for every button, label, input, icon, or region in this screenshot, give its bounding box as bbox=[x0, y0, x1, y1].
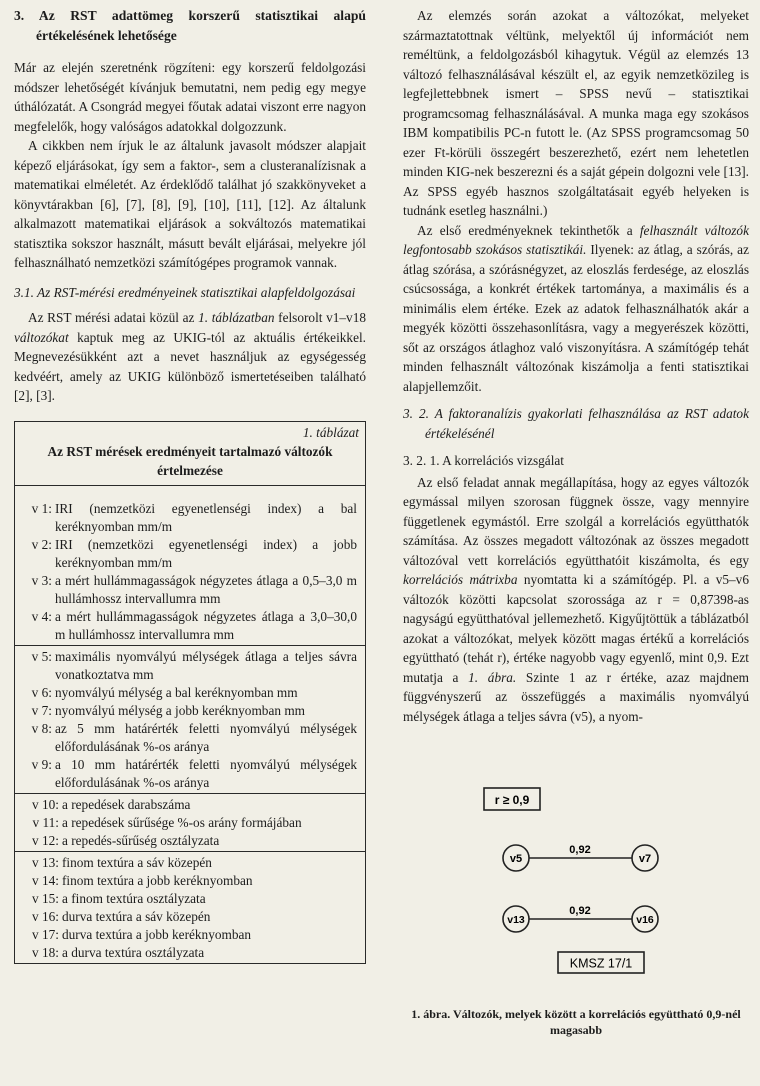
text-run: Az RST mérési adatai közül az bbox=[28, 310, 199, 325]
variable-description: maximális nyomvályú mélységek átlaga a teljes sávra vonatkoztatva mm bbox=[55, 648, 357, 682]
table-row bbox=[15, 890, 365, 908]
variable-description: IRI (nemzetközi egyenetlenségi index) a bal keréknyomban mm/m bbox=[55, 500, 357, 534]
table-group-roughness bbox=[15, 486, 365, 646]
right-paragraph-3 bbox=[403, 473, 749, 727]
variable-key: v 4: bbox=[31, 608, 52, 624]
table-row bbox=[15, 648, 365, 684]
table-group-rutting bbox=[15, 646, 365, 794]
right-column bbox=[403, 6, 749, 1037]
variable-description: a mért hullámmagasságok négyzetes átlaga a 3,0–30,0 m hullámhossz intervallumra mm bbox=[55, 608, 357, 642]
table-group-cracking bbox=[15, 794, 365, 852]
table-row bbox=[15, 944, 365, 962]
variable-key: v 18: bbox=[32, 944, 59, 960]
table-row bbox=[15, 500, 365, 536]
variable-description: a repedés-sűrűség osztályzata bbox=[62, 832, 220, 848]
variable-key: v 15: bbox=[32, 890, 59, 906]
section-paragraph-2: A cikkben nem írjuk le az általunk javasolt módszer alapjait képező eljárásokat, így sem a faktor-, sem a clusteranalízisnak a matematikai elméletét. Az érdeklődő találhat jó szakkönyveket a könyvtárakban [6], [7], [8], [9], [10], [11], [12]. Az általunk alkalmazott matematikai eljárások a sokváltozós matematikai statisztika sokszor használt, másutt bevált eljárásai, melyekre jól felhasználható nemzetközi számítógépes programok vannak. bbox=[14, 138, 366, 270]
variable-key: v 17: bbox=[32, 926, 59, 942]
variable-description: a finom textúra osztályzata bbox=[62, 890, 206, 906]
right-paragraph-2 bbox=[403, 221, 749, 397]
node-v7-label: v7 bbox=[638, 853, 652, 865]
variable-description: durva textúra a jobb keréknyomban bbox=[62, 926, 252, 942]
emphasis-text: változókat bbox=[14, 329, 69, 345]
variable-description: finom textúra a jobb keréknyomban bbox=[62, 872, 253, 888]
figure-1 bbox=[403, 776, 749, 1036]
stamp-label: KMSZ 17/1 bbox=[569, 956, 633, 971]
table-group-texture bbox=[15, 852, 365, 963]
text-run: felsorolt v1–v18 bbox=[274, 310, 366, 325]
variable-key: v 12: bbox=[32, 832, 59, 848]
subsection-3-1-title: 3.1. Az RST-mérési eredményeinek statisztikai alapfeldolgozásai bbox=[14, 284, 356, 300]
variable-description: nyomvályú mélység a bal keréknyomban mm bbox=[55, 684, 298, 700]
variable-description: a mért hullámmagasságok négyzetes átlaga a 0,5–3,0 m hullámhossz intervallumra mm bbox=[55, 572, 357, 606]
figure-caption: 1. ábra. Változók, melyek között a korrelációs együttható 0,9-nél magasabb bbox=[411, 1007, 741, 1037]
table-row bbox=[15, 832, 365, 850]
table-row bbox=[15, 702, 365, 720]
node-v13-label: v13 bbox=[507, 914, 525, 926]
variable-key: v 9: bbox=[31, 756, 52, 772]
variable-key: v 16: bbox=[32, 908, 59, 924]
emphasis-text: korrelációs mátrixba bbox=[403, 572, 518, 587]
table-title: Az RST mérések eredményeit tartalmazó változók értelmezése bbox=[15, 442, 365, 486]
subsection-3-2-title: 3. 2. A faktoranalízis gyakorlati felhasználása az RST adatok értékelésénél bbox=[403, 406, 749, 441]
variable-description: a repedések sűrűsége %-os arány formájában bbox=[62, 814, 302, 830]
table-caption: 1. táblázat bbox=[302, 424, 359, 440]
figure-reference: 1. ábra. bbox=[468, 669, 517, 685]
table-row bbox=[15, 756, 365, 792]
text-run: nyomtatta ki a számítógép. Pl. a v5–v6 változók közötti kapcsolat szorossága az r = 0,87398-as nagyságú együtthatóval jellemezhető. Kigyűjtöttük a táblázatból azokat a változókat, melyek között magas értékű a korrelációs együttható (tehát r), értéke nagyobb vagy egyenlő, mint 0,9. Ezt mutatja a bbox=[403, 572, 749, 685]
variable-description: nyomvályú mélység a jobb keréknyomban mm bbox=[55, 702, 306, 718]
table-row bbox=[15, 536, 365, 572]
correlation-diagram bbox=[403, 776, 749, 996]
text-run: Az első eredményeknek tekinthetők a bbox=[417, 222, 640, 238]
table-row bbox=[15, 608, 365, 644]
section-paragraph-1: Már az elején szeretnénk rögzíteni: egy korszerű feldolgozási módszer lehetőségét kívánjuk bemutatni, nem pedig egy megye úthálózatát. A Csongrád megyei főutak adatai viszont erre nagyon megfelelők, hogy valóságos adatokkal dolgozzunk. bbox=[14, 60, 366, 134]
subsection-3-1-paragraph bbox=[14, 308, 366, 406]
variables-table bbox=[14, 421, 366, 964]
text-run: Ilyenek: az átlag, a szórás, az átlag szórása, a szórásnégyzet, az eloszlás ferdesége, az eloszlás csúcsossága, a konkrét értékek tartománya, a maximális és a minimális elem értéke. Ezek az adatok felhasználhatók akár a megyék közötti összehasonlításra, vagy a megyerészek közötti, sőt az országos átlaghoz való viszonyításra. A számítógép tehát minden felhasznált változónak kiszámolja a fenti statisztikai alapjellemzőit. bbox=[403, 242, 749, 394]
variable-key: v 5: bbox=[31, 648, 52, 664]
table-row bbox=[15, 872, 365, 890]
variable-key: v 11: bbox=[32, 814, 59, 830]
variable-key: v 10: bbox=[32, 796, 59, 812]
table-row bbox=[15, 572, 365, 608]
section-title: 3. Az RST adattömeg korszerű statisztikai alapú értékelésének lehetősége bbox=[14, 8, 366, 43]
table-row bbox=[15, 796, 365, 814]
edge-v13-v16-value: 0,92 bbox=[569, 905, 591, 917]
variable-description: finom textúra a sáv közepén bbox=[62, 854, 212, 870]
variable-key: v 3: bbox=[31, 572, 52, 588]
left-column bbox=[14, 6, 366, 964]
variable-description: az 5 mm határérték feletti nyomvályú mélységek előfordulásának %-os aránya bbox=[55, 720, 357, 754]
variable-description: durva textúra a sáv közepén bbox=[62, 908, 211, 924]
text-run: Az első feladat annak megállapítása, hogy az egyes változók egymással milyen szorosan függnek össze, vagy mennyire függetlenek egymástól. Erre szolgál a korrelációs együtthatók számítása. Az összes megadott változónak az összes megadott változóval vett korrelációs együtthatóit kiszámolta, és egy bbox=[403, 474, 749, 568]
variable-key: v 2: bbox=[31, 536, 52, 552]
subsection-3-2-1-title: 3. 2. 1. A korrelációs vizsgálat bbox=[403, 453, 565, 468]
table-row bbox=[15, 720, 365, 756]
table-row bbox=[15, 908, 365, 926]
table-row bbox=[15, 684, 365, 702]
variable-description: IRI (nemzetközi egyenetlenségi index) a jobb keréknyomban mm/m bbox=[55, 536, 357, 570]
variable-description: a durva textúra osztályzata bbox=[62, 944, 205, 960]
variable-key: v 6: bbox=[31, 684, 52, 700]
text-run: Szinte 1 az r értéke, azaz majdnem függvényszerű az összefüggés a maximális nyomvályú mélységek átlaga a teljes sávra (v5), a nyom- bbox=[403, 669, 749, 724]
variable-description: a repedések darabszáma bbox=[62, 796, 191, 812]
emphasis-text: felhasznált változók legfontosabb szokásos statisztikái. bbox=[403, 222, 749, 257]
variable-key: v 13: bbox=[32, 854, 59, 870]
node-v5-label: v5 bbox=[509, 853, 523, 865]
table-row bbox=[15, 814, 365, 832]
threshold-label: r ≥ 0,9 bbox=[494, 793, 530, 807]
table-row bbox=[15, 926, 365, 944]
variable-key: v 1: bbox=[31, 500, 52, 516]
variable-description: a 10 mm határérték feletti nyomvályú mélységek előfordulásának %-os aránya bbox=[55, 756, 357, 790]
text-run: kaptuk meg az UKIG-tól az aktuális értékeikkel. Megnevezésükként azt a nevet használjuk az egységesség kedvéért, amely az UKIG különböző ismertetéseiben található [2], [3]. bbox=[14, 329, 366, 403]
edge-v5-v7-value: 0,92 bbox=[569, 844, 591, 856]
table-reference: 1. táblázatban bbox=[198, 310, 275, 325]
node-v16-label: v16 bbox=[636, 914, 654, 926]
table-row bbox=[15, 854, 365, 872]
right-paragraph-1: Az elemzés során azokat a változókat, melyeket származtatottnak véltünk, melyektől új információt nem reméltünk, a feldolgozásból kihagytuk. Végül az elemzés 13 változó felhasználásával készült el, az egyik nemzetközileg is legfejlettebbnek ismert – SPSS nevű – statisztikai programcsomag felhasználásával. A munka maga egy szokásos IBM kompatibilis PC-n futott le. (Az SPSS programcsomag 50 ezer Ft-körüli összegért beszerezhető, ezért nem lehetetlen minden KIG-nek beszerezni és a saját gépein dolgozni vele [13]. Az SPSS egyéb hasznos szolgáltatásait egyéb helyeken is tudnánk esetleg használni.) bbox=[403, 8, 749, 218]
variable-key: v 7: bbox=[31, 702, 52, 718]
variable-key: v 8: bbox=[31, 720, 52, 736]
variable-key: v 14: bbox=[32, 872, 59, 888]
